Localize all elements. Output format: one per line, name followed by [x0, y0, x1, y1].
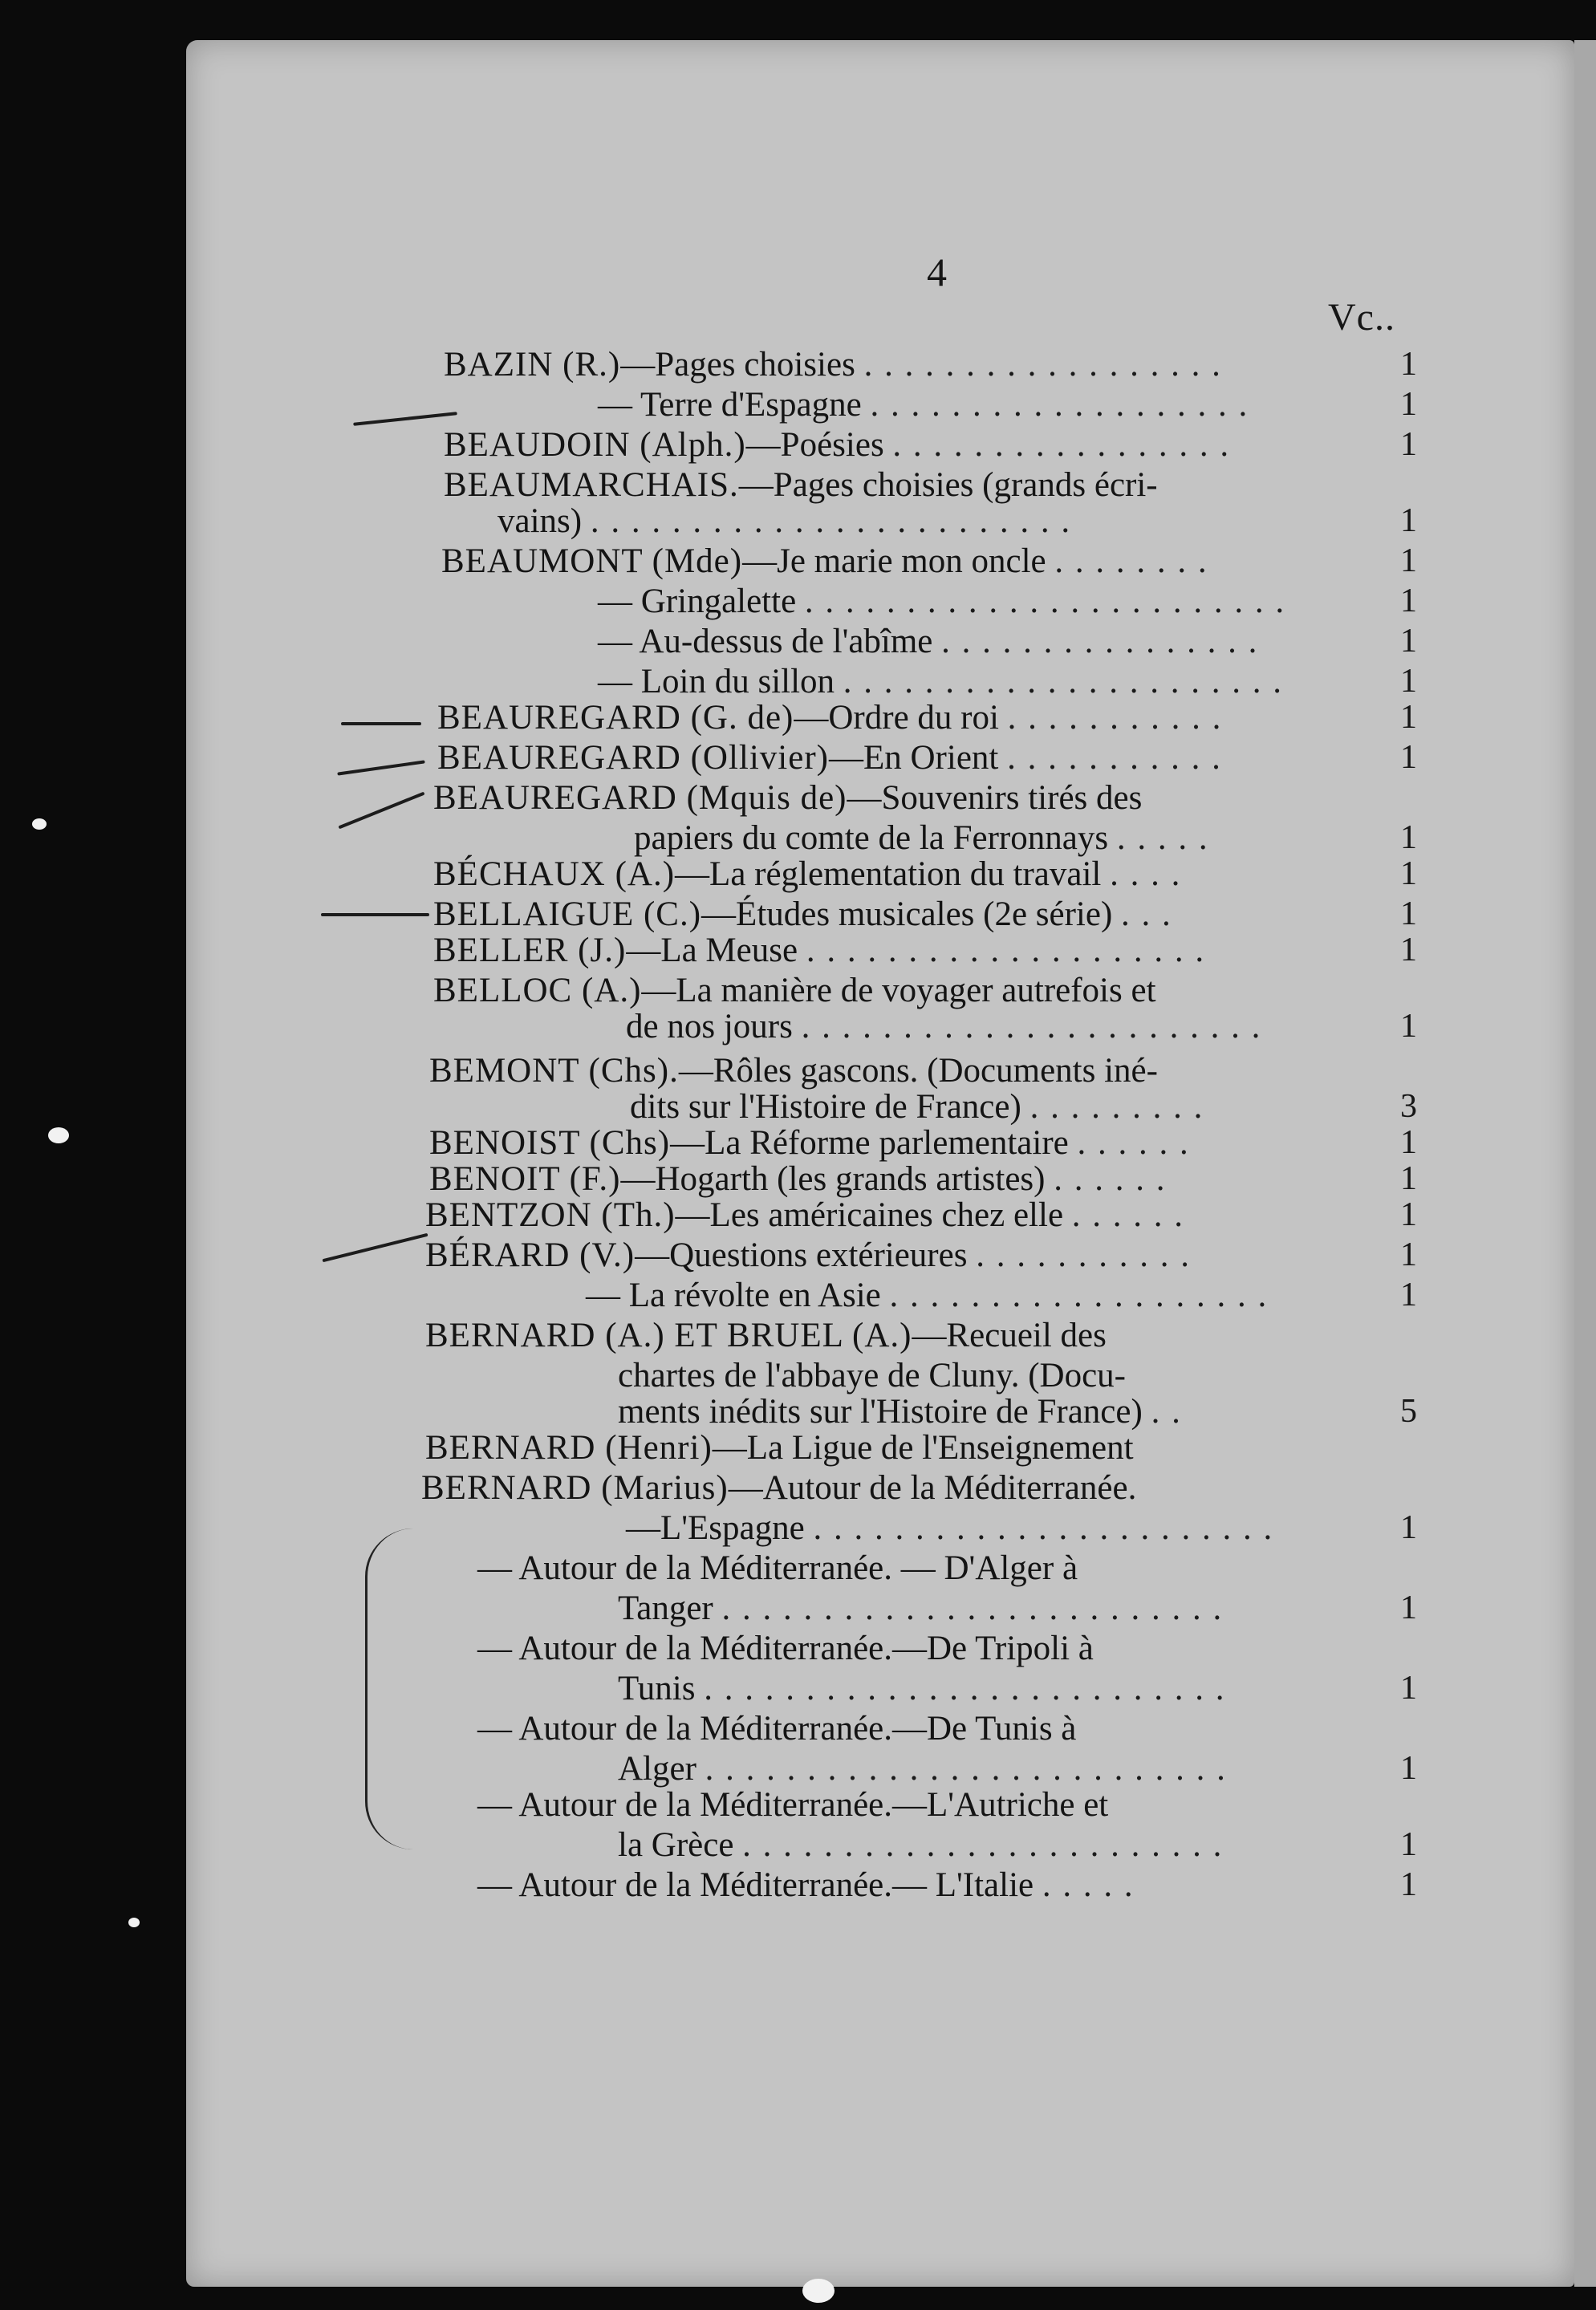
entry-title: —Hogarth (les grands artistes)	[620, 1160, 1046, 1198]
entry-title: —Autour de la Méditerranée.	[728, 1469, 1137, 1507]
entry-leaders: . . . . . . . . . . . . . . . . . . . . . . . . . .	[704, 1670, 1226, 1707]
entry-title: — Terre d'Espagne	[598, 386, 862, 424]
catalog-entry	[626, 1007, 1261, 1047]
entry-volume-count: 1	[1400, 1236, 1417, 1273]
entry-author: BÉCHAUX (A.)	[433, 855, 676, 893]
entry-author: BEAUMARCHAIS.	[444, 466, 739, 504]
catalog-entry	[618, 1356, 1126, 1396]
catalog-entry	[477, 1785, 1108, 1825]
entry-volume-count: 1	[1400, 819, 1417, 856]
entry-title: — Autour de la Méditerranée.—L'Autriche et	[477, 1786, 1109, 1824]
entry-title: — Autour de la Méditerranée.—De Tripoli à	[477, 1630, 1094, 1667]
entry-author: BEAUREGARD (Mquis de)	[433, 779, 847, 817]
entry-author: BAZIN (R.)	[444, 346, 621, 384]
entry-title: Tunis	[618, 1670, 696, 1707]
entry-author: BEAUDOIN (Alph.)	[444, 426, 746, 464]
entry-title: — Autour de la Méditerranée. — D'Alger à	[477, 1549, 1078, 1587]
entry-leaders: . . . . . . . . . . . . . . . . . . .	[870, 386, 1249, 424]
entry-volume-count: 1	[1400, 1866, 1417, 1903]
entry-leaders: . . . . .	[1116, 819, 1209, 857]
entry-title: —Recueil des	[912, 1317, 1107, 1354]
page-number: 4	[927, 250, 947, 294]
entry-leaders: . . . . . . . . . . .	[976, 1236, 1191, 1274]
entry-title: —Questions extérieures	[635, 1236, 968, 1274]
entry-volume-count: 1	[1400, 699, 1417, 736]
entry-title: —L'Espagne	[626, 1509, 805, 1547]
entry-leaders: . . . . . . . .	[1054, 542, 1208, 580]
catalog-entry	[618, 1825, 1223, 1865]
entry-title: —La réglementation du travail	[675, 855, 1102, 893]
catalog-entry	[441, 542, 1208, 582]
entry-volume-count: 5	[1400, 1393, 1417, 1430]
entry-leaders: . . . . . .	[1077, 1124, 1190, 1162]
entry-leaders: . . . . . . . . . . . . . . . . . .	[863, 346, 1222, 384]
catalog-entry	[618, 1669, 1225, 1709]
catalog-entry	[444, 425, 1230, 465]
entry-leaders: . . .	[1121, 895, 1172, 933]
entry-title: vains)	[497, 502, 583, 540]
entry-leaders: . . . . . . . . .	[1029, 1088, 1204, 1126]
catalog-entry	[429, 1159, 1166, 1200]
entry-volume-count: 1	[1400, 663, 1417, 700]
catalog-entry	[477, 1629, 1094, 1669]
entry-leaders: . . . . . . . . . . . . . . . . . . . . . . . .	[804, 583, 1286, 620]
entry-title: —Études musicales (2e série)	[701, 895, 1113, 933]
catalog-entry	[425, 1236, 1191, 1276]
catalog-entry	[444, 465, 1158, 505]
entry-title: Alger	[618, 1750, 696, 1788]
entry-title: —Pages choisies (grands écri-	[738, 466, 1158, 504]
entry-title: Tanger	[618, 1589, 713, 1627]
entry-title: —La manière de voyager autrefois et	[641, 972, 1156, 1009]
entry-title: —La Réforme parlementaire	[670, 1124, 1069, 1162]
entry-author: BEMONT (Chs).	[429, 1052, 679, 1090]
entry-author: BERNARD (Henri)	[425, 1429, 713, 1467]
entry-title: chartes de l'abbaye de Cluny. (Docu-	[618, 1357, 1126, 1395]
entry-leaders: . . . . . . . . . . .	[1007, 699, 1223, 737]
entry-title: papiers du comte de la Ferronnays	[634, 819, 1109, 857]
entry-volume-count: 1	[1400, 583, 1417, 619]
entry-author: BERNARD (Marius)	[421, 1469, 729, 1507]
entry-volume-count: 1	[1400, 346, 1417, 383]
vols-column-header: Vc..	[1328, 296, 1395, 339]
catalog-entry	[634, 818, 1209, 859]
entry-title: — Autour de la Méditerranée.—De Tunis à	[477, 1710, 1077, 1748]
entry-title: —En Orient	[828, 739, 999, 777]
entry-volume-count: 1	[1400, 1008, 1417, 1045]
catalog-entry	[618, 1749, 1227, 1789]
entry-leaders: . . . . . . . . . . . . . . . . . . . .	[806, 932, 1206, 969]
catalog-entry	[626, 1508, 1273, 1549]
entry-volume-count: 1	[1400, 1589, 1417, 1626]
catalog-entry	[425, 1316, 1107, 1356]
entry-title: — Loin du sillon	[598, 663, 835, 700]
entry-volume-count: 1	[1400, 502, 1417, 539]
entry-title: de nos jours	[626, 1008, 793, 1045]
catalog-entry	[598, 622, 1258, 662]
catalog-entry	[429, 1123, 1190, 1163]
entry-leaders: . . . . . . . . . . . . . . . . . . . . . . . . .	[721, 1589, 1224, 1627]
entry-volume-count: 1	[1400, 1509, 1417, 1546]
entry-volume-count: 1	[1400, 542, 1417, 579]
catalog-entry	[497, 501, 1071, 542]
catalog-entry	[630, 1087, 1204, 1127]
catalog-entry	[421, 1468, 1136, 1508]
entry-author: BENTZON (Th.)	[425, 1196, 676, 1234]
catalog-entry	[618, 1589, 1223, 1629]
catalog-entry	[586, 1276, 1268, 1316]
entry-leaders: . . . . . . . . . . . . . . . .	[941, 623, 1259, 660]
entry-volume-count: 1	[1400, 1670, 1417, 1707]
entry-title: la Grèce	[618, 1826, 734, 1864]
entry-volume-count: 1	[1400, 426, 1417, 463]
entry-volume-count: 1	[1400, 855, 1417, 892]
entry-title: —Ordre du roi	[794, 699, 999, 737]
entry-author: BEAUREGARD (G. de)	[437, 699, 794, 737]
entry-title: —Poésies	[745, 426, 884, 464]
entry-title: — Gringalette	[598, 583, 797, 620]
entry-volume-count: 1	[1400, 1826, 1417, 1863]
catalog-entry	[477, 1709, 1076, 1749]
entry-author: BENOIST (Chs)	[429, 1124, 671, 1162]
catalog-entry	[598, 662, 1283, 702]
catalog-entry	[433, 895, 1172, 935]
entry-volume-count: 1	[1400, 932, 1417, 968]
entry-volume-count: 1	[1400, 1750, 1417, 1787]
catalog-entry	[433, 778, 1142, 818]
entry-volume-count: 3	[1400, 1088, 1417, 1125]
catalog-entry	[598, 385, 1249, 425]
entry-leaders: . . . . . . . . . . . . . . . . . . . . . . . .	[590, 502, 1072, 540]
entry-title: —La Meuse	[626, 932, 798, 969]
entry-title: — Autour de la Méditerranée.— L'Italie	[477, 1866, 1034, 1904]
entry-leaders: . . . .	[1110, 855, 1182, 893]
entry-leaders: . . . . . . . . . . . . . . . . . . . . . .	[843, 663, 1284, 700]
entry-author: BELLAIGUE (C.)	[433, 895, 702, 933]
entry-author: BÉRARD (V.)	[425, 1236, 636, 1274]
entry-title: —Rôles gascons. (Documents iné-	[678, 1052, 1158, 1090]
entry-author: BELLER (J.)	[433, 932, 627, 969]
entry-author: BEAUREGARD (Ollivier)	[437, 739, 829, 777]
entry-leaders: . . . . . . . . . . . . . . . . . . .	[889, 1277, 1269, 1314]
entry-title: —Les américaines chez elle	[675, 1196, 1064, 1234]
entry-leaders: . . . . . . . . . . . . . . . . . . . . . . .	[801, 1008, 1262, 1045]
catalog-entry	[433, 931, 1205, 971]
catalog-entry	[425, 1428, 1134, 1468]
entry-volume-count: 1	[1400, 1160, 1417, 1197]
entry-title: ments inédits sur l'Histoire de France)	[618, 1393, 1143, 1431]
catalog-entry	[433, 971, 1156, 1011]
entry-author: BELLOC (A.)	[433, 972, 642, 1009]
catalog-entry	[437, 738, 1222, 778]
entry-volume-count: 1	[1400, 623, 1417, 660]
catalog-entry	[429, 1051, 1158, 1091]
catalog-entry	[444, 345, 1222, 385]
catalog-entry	[425, 1196, 1184, 1236]
entry-volume-count: 1	[1400, 1124, 1417, 1161]
catalog-entry	[618, 1392, 1182, 1432]
entry-leaders: . . . . . . . . . . . . . . . . . . . . . . . .	[742, 1826, 1224, 1864]
entry-author: BERNARD (A.) ET BRUEL (A.)	[425, 1317, 912, 1354]
entry-title: —Pages choisies	[620, 346, 855, 384]
entry-leaders: . . . . . . . . . . . . . . . . . . . . . . .	[813, 1509, 1274, 1547]
entry-title: dits sur l'Histoire de France)	[630, 1088, 1021, 1126]
entry-author: BENOIT (F.)	[429, 1160, 621, 1198]
catalog-entry	[477, 1865, 1135, 1906]
entry-title: — La révolte en Asie	[586, 1277, 881, 1314]
entry-title: —La Ligue de l'Enseignement	[712, 1429, 1134, 1467]
entry-volume-count: 1	[1400, 739, 1417, 776]
entry-volume-count: 1	[1400, 1277, 1417, 1313]
catalog-entry	[433, 855, 1181, 895]
entry-author: BEAUMONT (Mde)	[441, 542, 743, 580]
entry-leaders: . .	[1151, 1393, 1182, 1431]
entry-title: — Au-dessus de l'abîme	[598, 623, 933, 660]
catalog-entry	[437, 698, 1222, 738]
catalog-entry	[598, 582, 1285, 622]
entry-leaders: . . . . .	[1042, 1866, 1135, 1904]
entry-volume-count: 1	[1400, 386, 1417, 423]
entry-leaders: . . . . . .	[1054, 1160, 1167, 1198]
entry-leaders: . . . . . . . . . . . . . . . . . . . . . . . . . .	[705, 1750, 1227, 1788]
entry-leaders: . . . . . . . . . . . . . . . . .	[892, 426, 1231, 464]
entry-leaders: . . . . . . . . . . .	[1007, 739, 1222, 777]
entry-title: —Souvenirs tirés des	[847, 779, 1143, 817]
entry-leaders: . . . . . .	[1071, 1196, 1185, 1234]
entry-volume-count: 1	[1400, 1196, 1417, 1233]
entry-volume-count: 1	[1400, 895, 1417, 932]
entry-title: —Je marie mon oncle	[742, 542, 1046, 580]
catalog-entry	[477, 1549, 1078, 1589]
